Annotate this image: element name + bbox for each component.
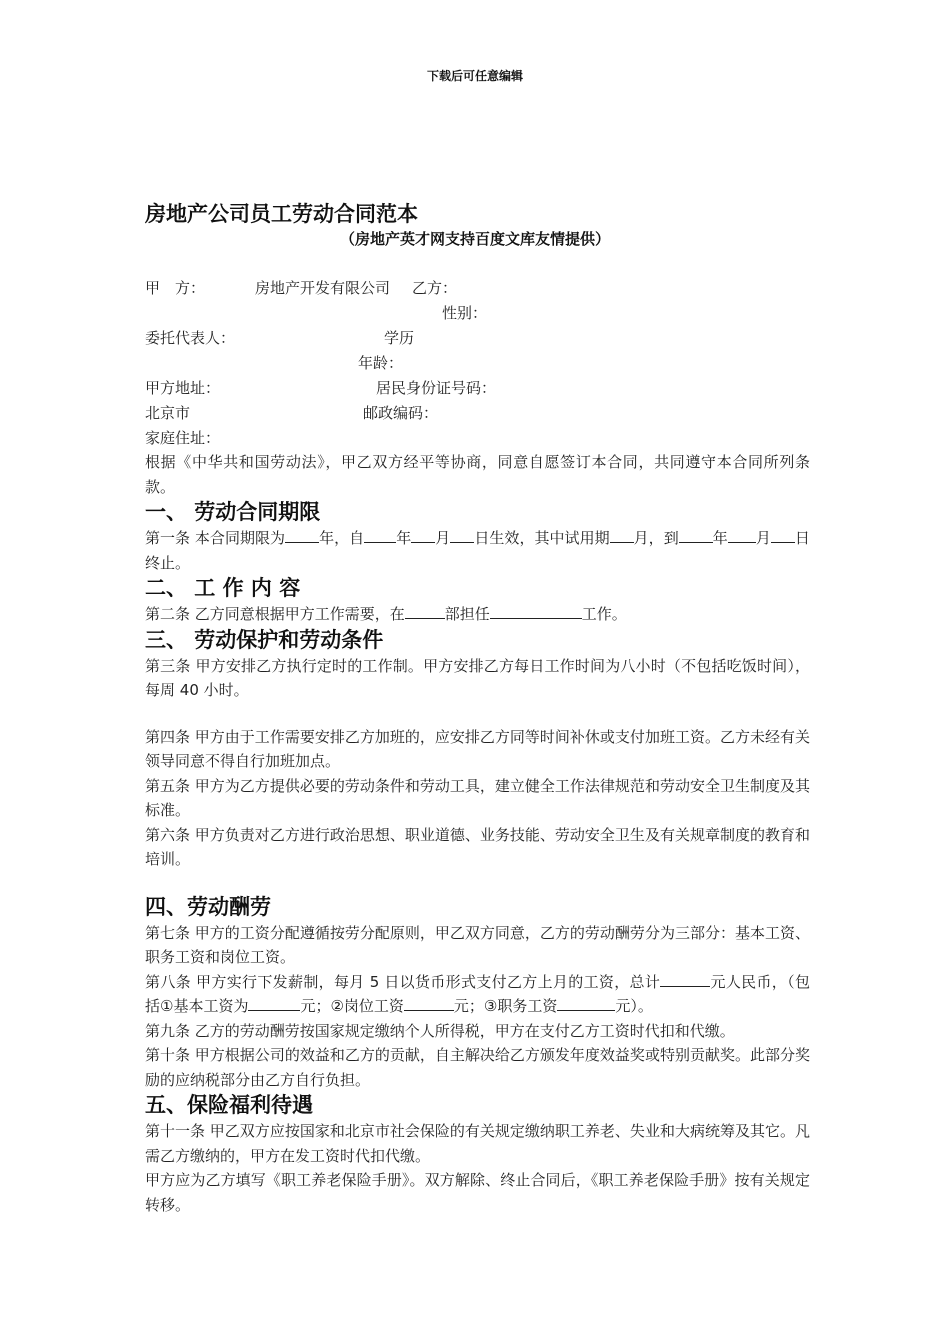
postcode-label: 邮政编码： (363, 404, 439, 422)
article-7: 第七条 甲方的工资分配遵循按劳分配原则，甲乙双方同意，乙方的劳动酬劳分为三部分：基本工资、职务工资和岗位工资。 (145, 923, 810, 966)
intro-paragraph: 根据《中华共和国劳动法》，甲乙双方经平等协商，同意自愿签订本合同，共同遵守本合同所列条款。 (145, 453, 810, 496)
blank-line (248, 995, 300, 1011)
party-a-label: 甲 方： (145, 279, 206, 297)
document-title: 房地产公司员工劳动合同范本 (145, 202, 418, 226)
blank-line (610, 527, 634, 543)
home-address-label: 家庭住址： (145, 429, 221, 447)
party-a-address-label: 甲方地址： (145, 379, 221, 397)
education-label: 学历 (384, 329, 415, 347)
blank-line (679, 527, 713, 543)
id-number-label: 居民身份证号码： (376, 379, 497, 397)
party-b-label: 乙方： (412, 279, 458, 297)
section-heading-protection: 三、 劳动保护和劳动条件 (145, 627, 384, 652)
blank-line (557, 995, 615, 1011)
page-header: 下载后可任意编辑 (426, 69, 523, 83)
article-3: 第三条 甲方安排乙方执行定时的工作制。甲方安排乙方每日工作时间为八小时（不包括吃饭时间），每周 40 小时。 (145, 656, 810, 699)
blank-line (490, 603, 582, 619)
blank-line (728, 527, 744, 543)
article-11-continued: 甲方应为乙方填写《职工养老保险手册》。双方解除、终止合同后，《职工养老保险手册》按有关规定转移。 (145, 1171, 810, 1214)
blank-line (285, 527, 319, 543)
blank-line (405, 603, 445, 619)
representative-label: 委托代表人： (145, 329, 236, 347)
blank-line (771, 527, 795, 543)
article-8: 第八条 甲方实行下发薪制，每月 5 日以货币形式支付乙方上月的工资，总计 元人民币，（包括①基本工资为 元；②岗位工资 元；③职务工资 元）。 (145, 972, 810, 1015)
article-10: 第十条 甲方根据公司的效益和乙方的贡献，自主解决给乙方颁发年度效益奖或特别贡献奖。此部分奖励的应纳税部分由乙方自行负担。 (145, 1046, 810, 1089)
section-heading-pay: 四、劳动酬劳 (145, 894, 271, 919)
article-9: 第九条 乙方的劳动酬劳按国家规定缴纳个人所得税，甲方在支付乙方工资时代扣和代缴。 (145, 1021, 735, 1040)
party-a-value: 房地产开发有限公司 (255, 279, 391, 297)
article-1: 第一条 本合同期限为 年，自 年 月 日生效，其中试用期 月，到 年 月 日终止。 (145, 529, 810, 572)
blank-line (411, 527, 435, 543)
section-heading-term: 一、 劳动合同期限 (145, 500, 321, 524)
article-5: 第五条 甲方为乙方提供必要的劳动条件和劳动工具，建立健全工作法律规范和劳动安全卫生制度及其标准。 (145, 776, 810, 819)
blank-line (404, 995, 454, 1011)
blank-line (364, 527, 396, 543)
section-heading-insurance: 五、保险福利待遇 (145, 1093, 313, 1117)
article-6: 第六条 甲方负责对乙方进行政治思想、职业道德、业务技能、劳动安全卫生及有关规章制度的教育和培训。 (145, 825, 810, 868)
contract-body (145, 450, 810, 1217)
blank-line (660, 971, 710, 987)
blank-line (450, 527, 474, 543)
age-label: 年龄： (358, 354, 404, 372)
city-label: 北京市 (145, 404, 191, 422)
document-subtitle: （房地产英才网支持百度文库友情提供） (339, 230, 610, 248)
article-11: 第十一条 甲乙双方应按国家和北京市社会保险的有关规定缴纳职工养老、失业和大病统筹及其它。凡需乙方缴纳的，甲方在发工资时代扣代缴。 (145, 1122, 810, 1165)
article-2: 第二条 乙方同意根据甲方工作需要，在 部担任 工作。 (145, 605, 627, 623)
article-4: 第四条 甲方由于工作需要安排乙方加班的，应安排乙方同等时间补休或支付加班工资。乙方未经有关领导同意不得自行加班加点。 (145, 727, 810, 770)
gender-label: 性别： (442, 304, 488, 322)
blank-line (744, 527, 756, 543)
section-heading-work: 二、 工 作 内 容 (145, 576, 301, 600)
